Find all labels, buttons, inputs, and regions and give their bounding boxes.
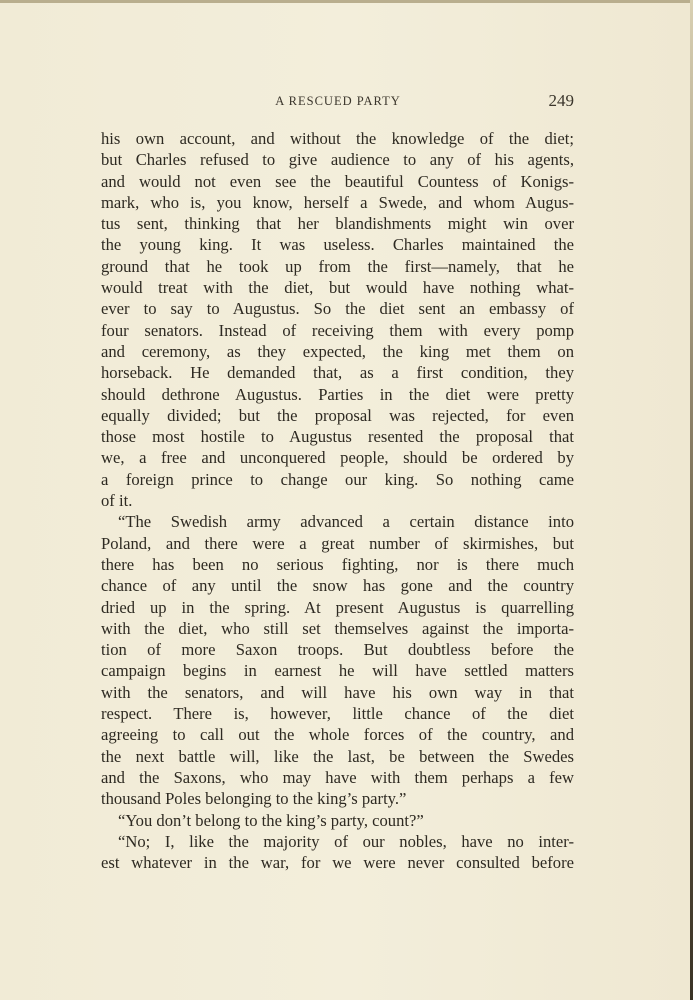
- text-line: tion of more Saxon troops. But doubtless before the: [101, 640, 574, 660]
- text-line: we, a free and unconquered people, should be ordered by: [101, 448, 574, 468]
- text-line: the next battle will, like the last, be between the Swedes: [101, 746, 574, 766]
- paragraph-end-line: thousand Poles belonging to the king’s party.”: [101, 789, 407, 809]
- paragraph-start-line: “No; I, like the majority of our nobles, have no inter-: [118, 831, 574, 851]
- page-number: 249: [548, 91, 574, 110]
- text-line: a foreign prince to change our king. So nothing came: [101, 469, 574, 489]
- body-text: [101, 128, 574, 873]
- running-title: A RESCUED PARTY: [275, 94, 401, 108]
- text-line: and the Saxons, who may have with them perhaps a few: [101, 767, 574, 787]
- text-line: and would not even see the beautiful Countess of Konigs-: [101, 171, 574, 191]
- text-line: mark, who is, you know, herself a Swede, and whom Augus-: [101, 192, 574, 212]
- text-line: agreeing to call out the whole forces of the country, and: [101, 725, 574, 745]
- text-line: respect. There is, however, little chance of the diet: [101, 704, 574, 724]
- text-line: tus sent, thinking that her blandishments might win over: [101, 214, 574, 234]
- text-line: Poland, and there were a great number of skirmishes, but: [101, 533, 574, 553]
- text-line: with the diet, who still set themselves against the importa-: [101, 618, 574, 638]
- page-top-edge: [0, 0, 693, 3]
- text-line: ground that he took up from the first—namely, that he: [101, 256, 574, 276]
- text-line: with the senators, and will have his own way in that: [101, 682, 574, 702]
- text-line: and ceremony, as they expected, the king met them on: [101, 341, 574, 361]
- text-line: chance of any until the snow has gone and the country: [101, 576, 574, 596]
- text-line: est whatever in the war, for we were never consulted before: [101, 853, 574, 873]
- text-line: the young king. It was useless. Charles maintained the: [101, 235, 574, 255]
- text-line: equally divided; but the proposal was rejected, for even: [101, 405, 574, 425]
- text-line: his own account, and without the knowledge of the diet;: [101, 129, 574, 148]
- text-line: would treat with the diet, but would have nothing what-: [101, 278, 574, 298]
- paragraph-end-line: of it.: [101, 491, 133, 511]
- text-line: campaign begins in earnest he will have settled matters: [101, 661, 574, 681]
- dialogue-line: “You don’t belong to the king’s party, count?”: [118, 810, 424, 830]
- page-header: [102, 92, 574, 112]
- text-line: dried up in the spring. At present Augustus is quarrelling: [101, 597, 574, 617]
- text-line: but Charles refused to give audience to any of his agents,: [101, 150, 574, 170]
- text-line: there has been no serious fighting, nor is there much: [101, 554, 574, 574]
- text-line: horseback. He demanded that, as a first condition, they: [101, 363, 574, 383]
- text-line: four senators. Instead of receiving them with every pomp: [101, 320, 574, 340]
- text-line: those most hostile to Augustus resented the proposal that: [101, 427, 574, 447]
- paragraph-start-line: “The Swedish army advanced a certain distance into: [118, 512, 574, 532]
- text-line: ever to say to Augustus. So the diet sent an embassy of: [101, 299, 574, 319]
- text-line: should dethrone Augustus. Parties in the diet were pretty: [101, 384, 574, 404]
